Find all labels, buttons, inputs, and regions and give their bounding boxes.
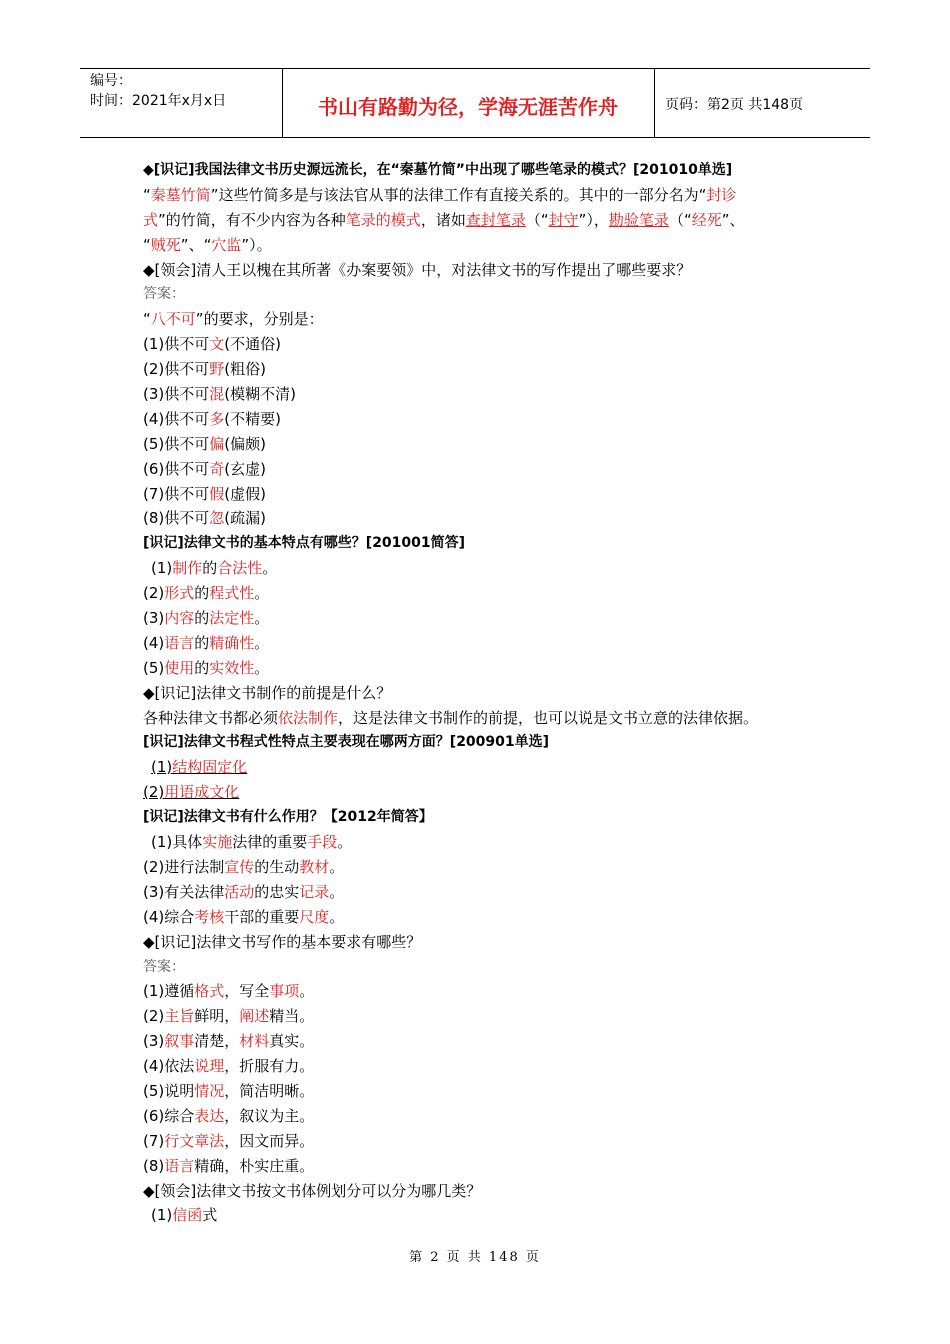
question-1: ◆[识记]我国法律文书历史源远流长，在“秦墓竹简”中出现了哪些笔录的模式？[201010单选] xyxy=(143,162,733,178)
answer-7-list xyxy=(143,979,823,1178)
list-item: (1)遵循格式，写全事项。 xyxy=(143,982,315,1001)
list-item: (1)制作的合法性。 xyxy=(151,559,278,578)
list-item: (4)语言的精确性。 xyxy=(143,633,270,652)
list-item: (2)进行法制宣传的生动教材。 xyxy=(143,857,345,876)
question-3: [识记]法律文书的基本特点有哪些？[201001简答] xyxy=(143,535,466,552)
answer-1-line-1: “秦墓竹简”这些竹简多是与该法官从事的法律工作有直接关系的。其中的一部分名为“封诊 xyxy=(143,185,737,204)
list-item: (1)具体实施法律的重要手段。 xyxy=(151,833,353,852)
time-label: 时间：2021年x月x日 xyxy=(90,93,227,109)
question-8: ◆[领会]法律文书按文书体例划分可以分为哪几类？ xyxy=(143,1181,482,1200)
list-item: (5)供不可偏(偏颇) xyxy=(143,434,266,453)
code-label: 编号： xyxy=(90,73,132,89)
list-item: (3)内容的法定性。 xyxy=(143,609,270,628)
list-item: (2)供不可野(粗俗) xyxy=(143,360,266,379)
answer-1-line-3: “贼死”、“穴监”）。 xyxy=(143,235,272,254)
header-page-cell xyxy=(655,69,870,137)
list-item: (4)综合考核干部的重要尺度。 xyxy=(143,907,345,926)
answer-label: 答案： xyxy=(143,958,185,975)
answer-3-list xyxy=(143,556,823,680)
page-info: 页码：第2页 共148页 xyxy=(665,97,804,113)
list-item: (2)主旨鲜明，阐述精当。 xyxy=(143,1007,315,1026)
list-item: (8)供不可忽(疏漏) xyxy=(143,509,266,528)
list-item: (4)供不可多(不精要) xyxy=(143,409,281,428)
header-motto-cell xyxy=(282,69,655,137)
list-item: (7)行文章法，因文而异。 xyxy=(143,1131,315,1150)
answer-5-list xyxy=(143,755,823,805)
page-header xyxy=(80,68,870,138)
list-item: (1)信函式 xyxy=(151,1206,218,1225)
question-6: [识记]法律文书有什么作用？【2012年简答】 xyxy=(143,809,433,826)
list-item: (8)语言精确，朴实庄重。 xyxy=(143,1156,315,1175)
list-item: (2)用语成文化 xyxy=(143,783,240,802)
answer-2-list xyxy=(143,332,823,531)
list-item: (3)有关法律活动的忠实记录。 xyxy=(143,882,345,901)
question-5: [识记]法律文书程式性特点主要表现在哪两方面？[200901单选] xyxy=(143,734,550,751)
list-item: (5)使用的实效性。 xyxy=(143,658,270,677)
list-item: (2)形式的程式性。 xyxy=(143,584,270,603)
document-body xyxy=(143,158,823,1228)
answer-label: 答案： xyxy=(143,286,185,303)
list-item: (4)依法说理，折服有力。 xyxy=(143,1057,315,1076)
answer-1-line-2: 式”的竹简，有不少内容为各种笔录的模式，诸如查封笔录（“封守”），勘验笔录（“经死”、 xyxy=(143,210,745,229)
header-meta-cell xyxy=(80,69,283,137)
answer-2-intro: “八不可”的要求，分别是： xyxy=(143,310,324,329)
list-item: (6)综合表达，叙议为主。 xyxy=(143,1106,315,1125)
question-7: ◆[识记]法律文书写作的基本要求有哪些？ xyxy=(143,932,422,951)
list-item: (3)叙事清楚，材料真实。 xyxy=(143,1032,315,1051)
list-item: (5)说明情况，简洁明晰。 xyxy=(143,1081,315,1100)
answer-6-list xyxy=(143,830,823,930)
list-item: (7)供不可假(虚假) xyxy=(143,484,266,503)
question-2: ◆[领会]清人王以槐在其所著《办案要领》中，对法律文书的写作提出了哪些要求？ xyxy=(143,260,692,279)
motto: 书山有路勤为径，学海无涯苦作舟 xyxy=(318,95,618,119)
page-footer: 第 2 页 共 148 页 xyxy=(409,1250,541,1265)
answer-4: 各种法律文书都必须依法制作，这是法律文书制作的前提，也可以说是文书立意的法律依据。 xyxy=(143,708,759,727)
list-item: (3)供不可混(模糊不清) xyxy=(143,385,296,404)
list-item: (6)供不可奇(玄虚) xyxy=(143,459,266,478)
list-item: (1)结构固定化 xyxy=(151,758,248,777)
question-4: ◆[识记]法律文书制作的前提是什么？ xyxy=(143,683,392,702)
list-item: (1)供不可文(不通俗) xyxy=(143,335,281,354)
